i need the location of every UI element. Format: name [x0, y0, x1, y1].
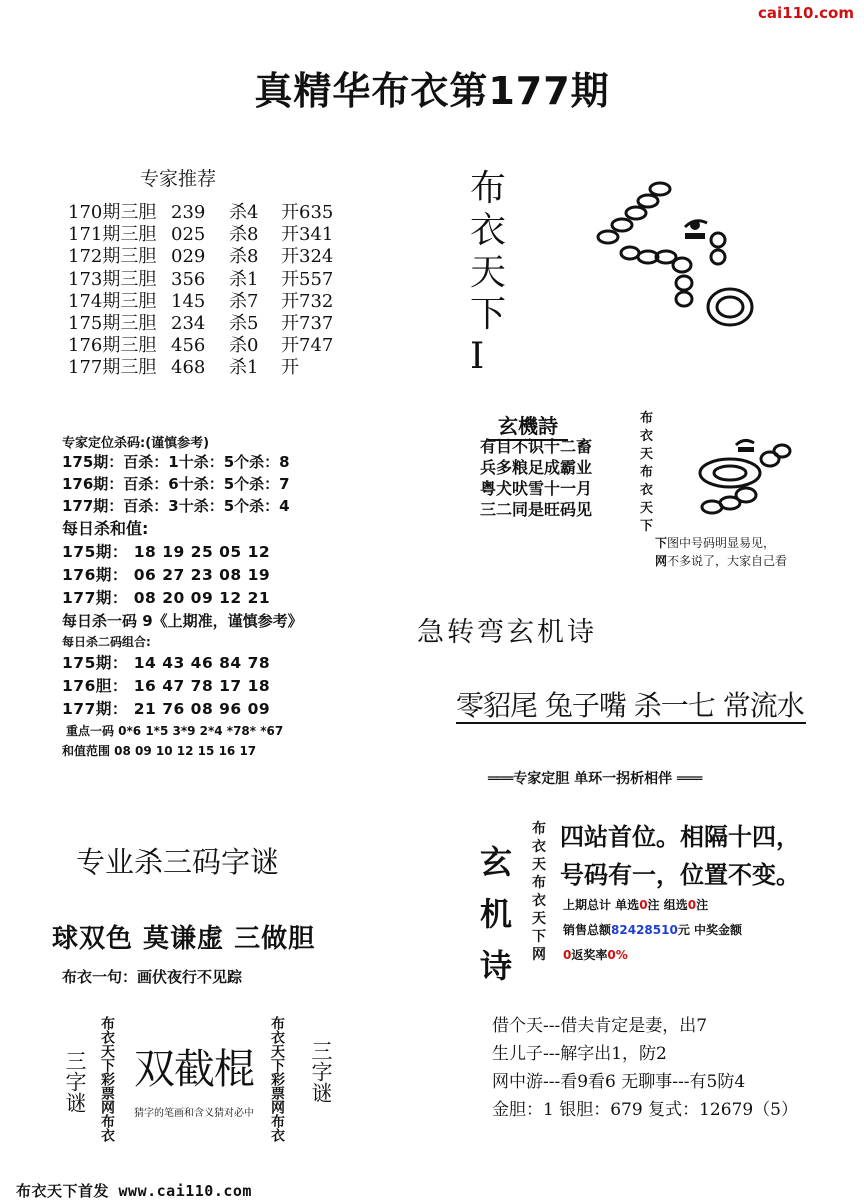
expert-kill: 4 — [247, 202, 259, 223]
expert-nums: 468 — [171, 357, 206, 379]
sales-stats — [563, 893, 742, 968]
expert-kill-label: 杀 — [229, 357, 247, 379]
watermark: cai110.com — [758, 4, 854, 22]
dingdan-vertical-site: 布衣天布衣天下网 — [532, 821, 546, 963]
poem-line: 三二同是旺码见 — [480, 500, 593, 519]
right-vertical-label: 三字谜 — [309, 1040, 333, 1103]
expert-open: 开557 — [281, 268, 334, 290]
poem-line: 粤犬吠雪十一月 — [480, 479, 593, 498]
expert-kill: 7 — [247, 290, 259, 312]
stat-value: 82428510 — [611, 923, 678, 937]
expert-dingdan-heading: ═══专家定胆 单环一拐析相伴 ═══ — [488, 771, 703, 787]
stat-label: 上期总计 单选 — [563, 898, 640, 912]
expert-open: 开635 — [281, 202, 334, 223]
divider — [456, 722, 806, 724]
expert-nums: 356 — [171, 268, 206, 290]
stat-label: 注 — [696, 898, 709, 912]
poem-line: 有目不识十二畜 — [480, 437, 593, 456]
xuanji-poem — [480, 436, 592, 520]
footer-source: 布衣天下首发 www.cai110.com — [16, 1182, 252, 1200]
focus-line: 重点一码 0*6 1*5 3*9 2*4 *78* *67 — [66, 724, 284, 738]
two-kill-line: 175期： 14 43 46 84 78 — [62, 654, 271, 672]
riddle-word: 双截棍 — [134, 1045, 254, 1093]
expert-row — [68, 357, 333, 379]
expert-list — [68, 202, 333, 380]
expert-open: 开341 — [281, 224, 334, 246]
expert-kill-label: 杀 — [229, 224, 247, 246]
note-line: 不多说了，大家自己看 — [667, 554, 788, 568]
expert-nums: 456 — [171, 335, 206, 357]
riddle-line: 四站首位。相隔十四， — [560, 823, 800, 851]
expert-row — [68, 291, 333, 313]
expert-heading: 专家推荐 — [140, 168, 217, 190]
stat-value: 0% — [607, 948, 628, 962]
xuanji-vertical-site: 布衣天布衣天下 — [640, 411, 654, 534]
expert-open: 开732 — [281, 290, 334, 312]
position-kill-heading: 专家定位杀码:(谨慎参考) — [62, 436, 210, 451]
stat-value: 0 — [687, 898, 697, 912]
expert-period: 170期三胆 — [68, 202, 157, 223]
sum-kill-line: 175期： 18 19 25 05 12 — [62, 543, 271, 561]
buyi-yiju: 布衣一句：画伏夜行不见踪 — [62, 968, 243, 986]
expert-kill: 8 — [247, 224, 259, 246]
expert-row — [68, 224, 333, 246]
brainteaser-title: 急转弯玄机诗 — [417, 617, 597, 648]
sum-kill-line: 176期： 06 27 23 08 19 — [62, 566, 271, 584]
stat-value: 0 — [563, 948, 572, 962]
two-kill-heading: 每日杀二码组合: — [62, 635, 151, 649]
expert-period: 173期三胆 — [68, 268, 157, 290]
riddle-hint: 猜字的笔画和含义猜对必中 — [134, 1108, 254, 1119]
stat-label: 注 组选 — [647, 898, 688, 912]
expert-open: 开737 — [281, 313, 334, 335]
expert-open: 开324 — [281, 246, 334, 268]
answer-line: 生儿子---解字出1，防2 — [492, 1044, 667, 1064]
expert-nums: 029 — [171, 246, 206, 268]
two-kill-line: 177期： 21 76 08 96 09 — [62, 700, 271, 718]
expert-nums: 239 — [171, 202, 206, 223]
expert-period: 175期三胆 — [68, 313, 157, 335]
expert-open: 开747 — [281, 335, 334, 357]
sum-range-line: 和值范围 08 09 10 12 15 16 17 — [62, 744, 257, 758]
expert-kill-label: 杀 — [229, 290, 247, 312]
expert-kill-label: 杀 — [229, 335, 247, 357]
expert-open: 开 — [281, 357, 299, 379]
zimi-line: 球双色 莫谦虚 三做胆 — [52, 924, 316, 954]
sum-kill-heading: 每日杀和值: — [62, 519, 149, 538]
rope-knot-illustration — [590, 175, 790, 345]
one-kill-heading: 每日杀一码 9《上期准，谨慎参考》 — [62, 612, 303, 630]
expert-row — [68, 313, 333, 335]
expert-nums: 145 — [171, 290, 206, 312]
expert-kill-label: 杀 — [229, 246, 247, 268]
expert-row — [68, 202, 333, 224]
xuanji-title: 玄機詩 — [488, 410, 568, 441]
expert-kill: 5 — [247, 313, 259, 335]
xuanji-big-vertical: 玄机诗 — [480, 843, 513, 985]
stat-label: 销售总额 — [563, 923, 612, 937]
poem-line: 兵多粮足成霸业 — [480, 458, 593, 477]
answer-line: 网中游---看9看6 无聊事---有5防4 — [492, 1072, 746, 1092]
right-vertical-site: 布衣天下彩票网布衣 — [269, 1016, 285, 1142]
page-title: 真精华布衣第177期 — [254, 69, 610, 113]
answer-line: 金胆：1 银胆：679 复式：12679（5） — [492, 1100, 798, 1120]
brainteaser-line: 零貂尾 兔子嘴 杀一七 常流水 — [456, 689, 804, 722]
stat-label: 返奖率 — [571, 948, 608, 962]
expert-kill-label: 杀 — [229, 202, 247, 223]
expert-period: 172期三胆 — [68, 246, 157, 268]
left-vertical-site: 布衣天下彩票网布衣 — [99, 1016, 115, 1142]
expert-kill: 8 — [247, 246, 259, 268]
expert-period: 176期三胆 — [68, 335, 157, 357]
expert-period: 171期三胆 — [68, 224, 157, 246]
note-prefix: 网 — [655, 554, 668, 568]
dingdan-riddle — [560, 818, 800, 894]
xuanji-note — [655, 534, 787, 570]
position-kill-panel — [62, 432, 303, 761]
expert-nums: 025 — [171, 224, 206, 246]
expert-kill: 1 — [247, 268, 259, 290]
riddle-line: 号码有一，位置不变。 — [560, 861, 800, 889]
stat-label: 元 中奖金额 — [677, 923, 742, 937]
answer-line: 借个天---借夫肯定是妻，出7 — [492, 1016, 708, 1036]
zimi-title: 专业杀三码字谜 — [76, 845, 280, 879]
riddle-answers — [492, 1012, 798, 1124]
expert-kill-label: 杀 — [229, 268, 247, 290]
two-kill-line: 176胆： 16 47 78 17 18 — [62, 677, 271, 695]
position-kill-line: 175期：百杀：1十杀：5个杀：8 — [62, 453, 290, 471]
position-kill-line: 176期：百杀：6十杀：5个杀：7 — [62, 475, 290, 493]
left-vertical-label: 三字谜 — [63, 1050, 87, 1113]
expert-nums: 234 — [171, 313, 206, 335]
expert-row — [68, 335, 333, 357]
expert-kill: 0 — [247, 335, 259, 357]
expert-period: 177期三胆 — [68, 357, 157, 379]
note-prefix: 下 — [655, 536, 668, 550]
position-kill-line: 177期：百杀：3十杀：5个杀：4 — [62, 497, 290, 515]
expert-row — [68, 269, 333, 291]
expert-kill: 1 — [247, 357, 259, 379]
expert-period: 174期三胆 — [68, 290, 157, 312]
sum-kill-line: 177期： 08 20 09 12 21 — [62, 589, 271, 607]
stat-value: 0 — [639, 898, 648, 912]
rope-illustration-small — [680, 425, 800, 525]
expert-kill-label: 杀 — [229, 313, 247, 335]
note-line: 图中号码明显易见， — [667, 536, 776, 550]
buyi-tianxia-vertical: 布衣天下I — [470, 168, 507, 377]
expert-row — [68, 246, 333, 268]
